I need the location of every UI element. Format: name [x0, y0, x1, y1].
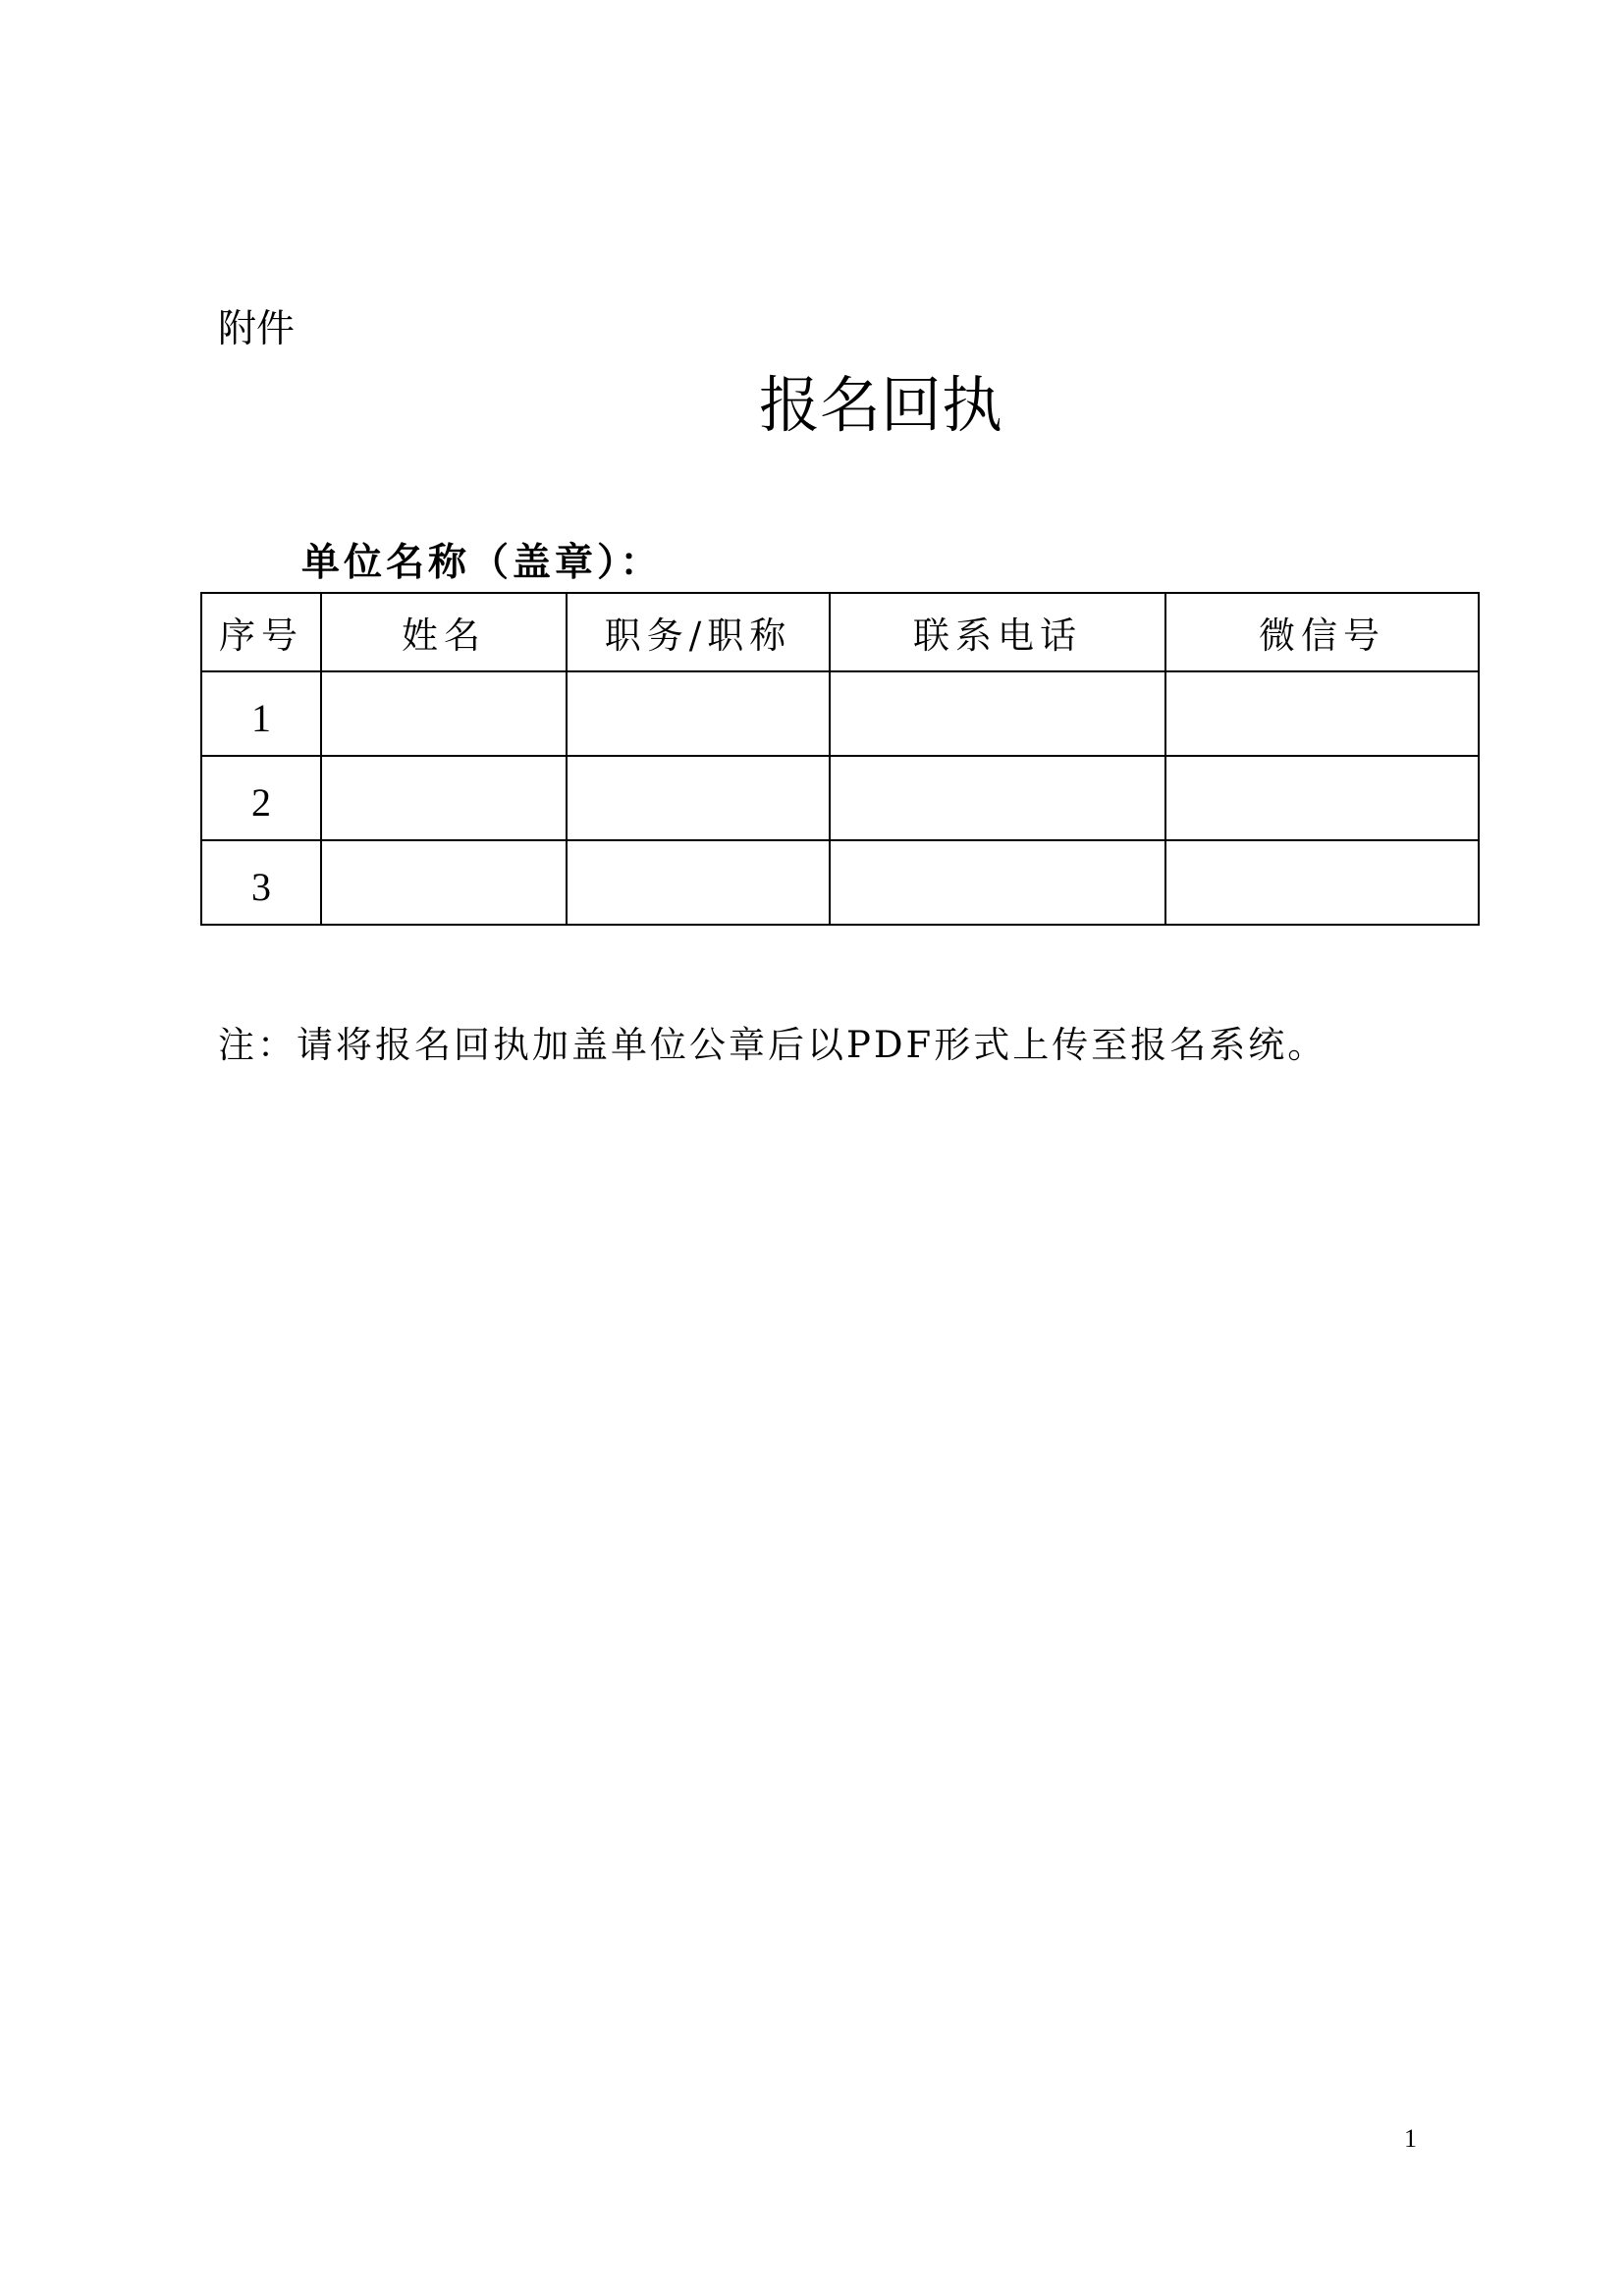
attachment-label: 附件	[218, 307, 296, 351]
position-cell	[567, 756, 830, 840]
position-cell	[567, 671, 830, 756]
page-number: 1	[1404, 2124, 1417, 2153]
row-number: 2	[201, 756, 321, 840]
header-phone: 联系电话	[830, 593, 1165, 671]
row-number: 1	[201, 671, 321, 756]
wechat-cell	[1165, 840, 1479, 925]
header-position-title: 职务/职称	[567, 593, 830, 671]
wechat-cell	[1165, 756, 1479, 840]
table-header-row	[201, 593, 1479, 671]
registration-table	[200, 592, 1480, 926]
table-row	[201, 671, 1479, 756]
upload-note: 注：请将报名回执加盖单位公章后以PDF形式上传至报名系统。	[218, 1024, 1327, 1066]
header-serial-number: 序号	[201, 593, 321, 671]
table-row	[201, 840, 1479, 925]
row-number: 3	[201, 840, 321, 925]
name-cell	[321, 671, 567, 756]
phone-cell	[830, 756, 1165, 840]
wechat-cell	[1165, 671, 1479, 756]
name-cell	[321, 756, 567, 840]
phone-cell	[830, 671, 1165, 756]
header-name: 姓名	[321, 593, 567, 671]
unit-name-label: 单位名称（盖章）：	[301, 540, 663, 585]
phone-cell	[830, 840, 1165, 925]
header-wechat: 微信号	[1165, 593, 1479, 671]
name-cell	[321, 840, 567, 925]
position-cell	[567, 840, 830, 925]
page-title: 报名回执	[758, 369, 1002, 441]
table-row	[201, 756, 1479, 840]
